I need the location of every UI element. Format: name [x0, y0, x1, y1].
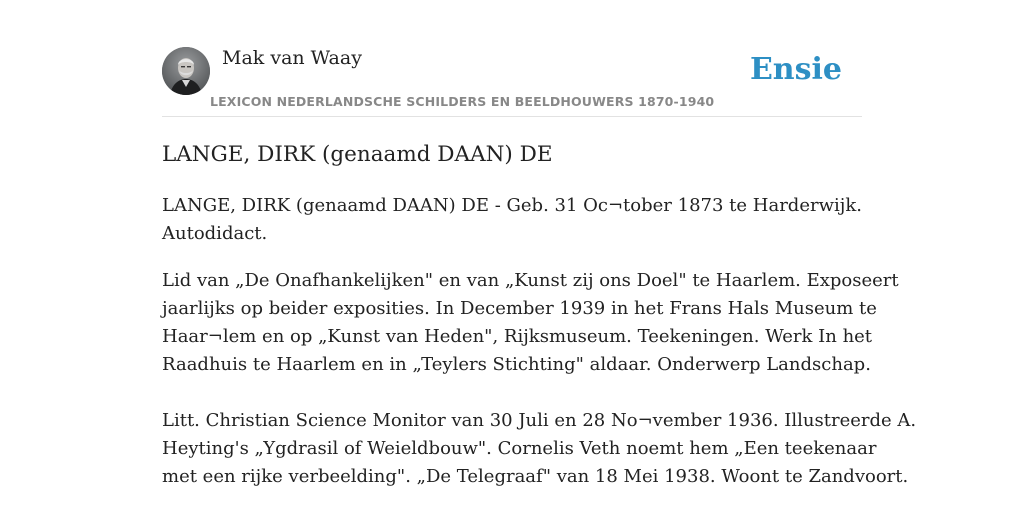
work-title[interactable]: LEXICON NEDERLANDSCHE SCHILDERS EN BEELDHOUWERS 1870-1940	[210, 94, 715, 109]
paragraph-line: Raadhuis te Haarlem en in „Teylers Stichting" aldaar. Onderwerp Landschap.	[162, 354, 871, 375]
author-name-link[interactable]: Mak van Waay	[222, 47, 362, 69]
article-title: LANGE, DIRK (genaamd DAAN) DE	[162, 142, 553, 167]
paragraph-line: Haar¬lem en op „Kunst van Heden", Rijksmuseum. Teekeningen. Werk In het	[162, 326, 873, 347]
paragraph-line: Lid van „De Onafhankelijken" en van „Kunst zij ons Doel" te Haarlem. Exposeert	[162, 270, 899, 291]
paragraph-line: Litt. Christian Science Monitor van 30 Juli en 28 No¬vember 1936. Illustreerde A.	[162, 410, 917, 431]
author-portrait-icon	[162, 47, 210, 95]
paragraph-line: met een rijke verbeelding". „De Telegraaf" van 18 Mei 1938. Woont te Zandvoort.	[162, 466, 909, 487]
page-header	[162, 0, 862, 117]
paragraph-line: Autodidact.	[162, 223, 268, 244]
ensie-logo[interactable]: Ensie	[749, 52, 842, 87]
article-paragraph	[162, 192, 862, 248]
article-paragraph	[162, 407, 917, 491]
paragraph-line: jaarlijks op beider exposities. In December 1939 in het Frans Hals Museum te	[162, 298, 877, 319]
page-container	[162, 0, 917, 487]
paragraph-line: LANGE, DIRK (genaamd DAAN) DE - Geb. 31 Oc¬tober 1873 te Harderwijk.	[162, 195, 862, 216]
author-avatar[interactable]	[162, 47, 210, 95]
article-paragraph	[162, 267, 899, 379]
paragraph-line: Heyting's „Ygdrasil of Weieldbouw". Cornelis Veth noemt hem „Een teekenaar	[162, 438, 877, 459]
